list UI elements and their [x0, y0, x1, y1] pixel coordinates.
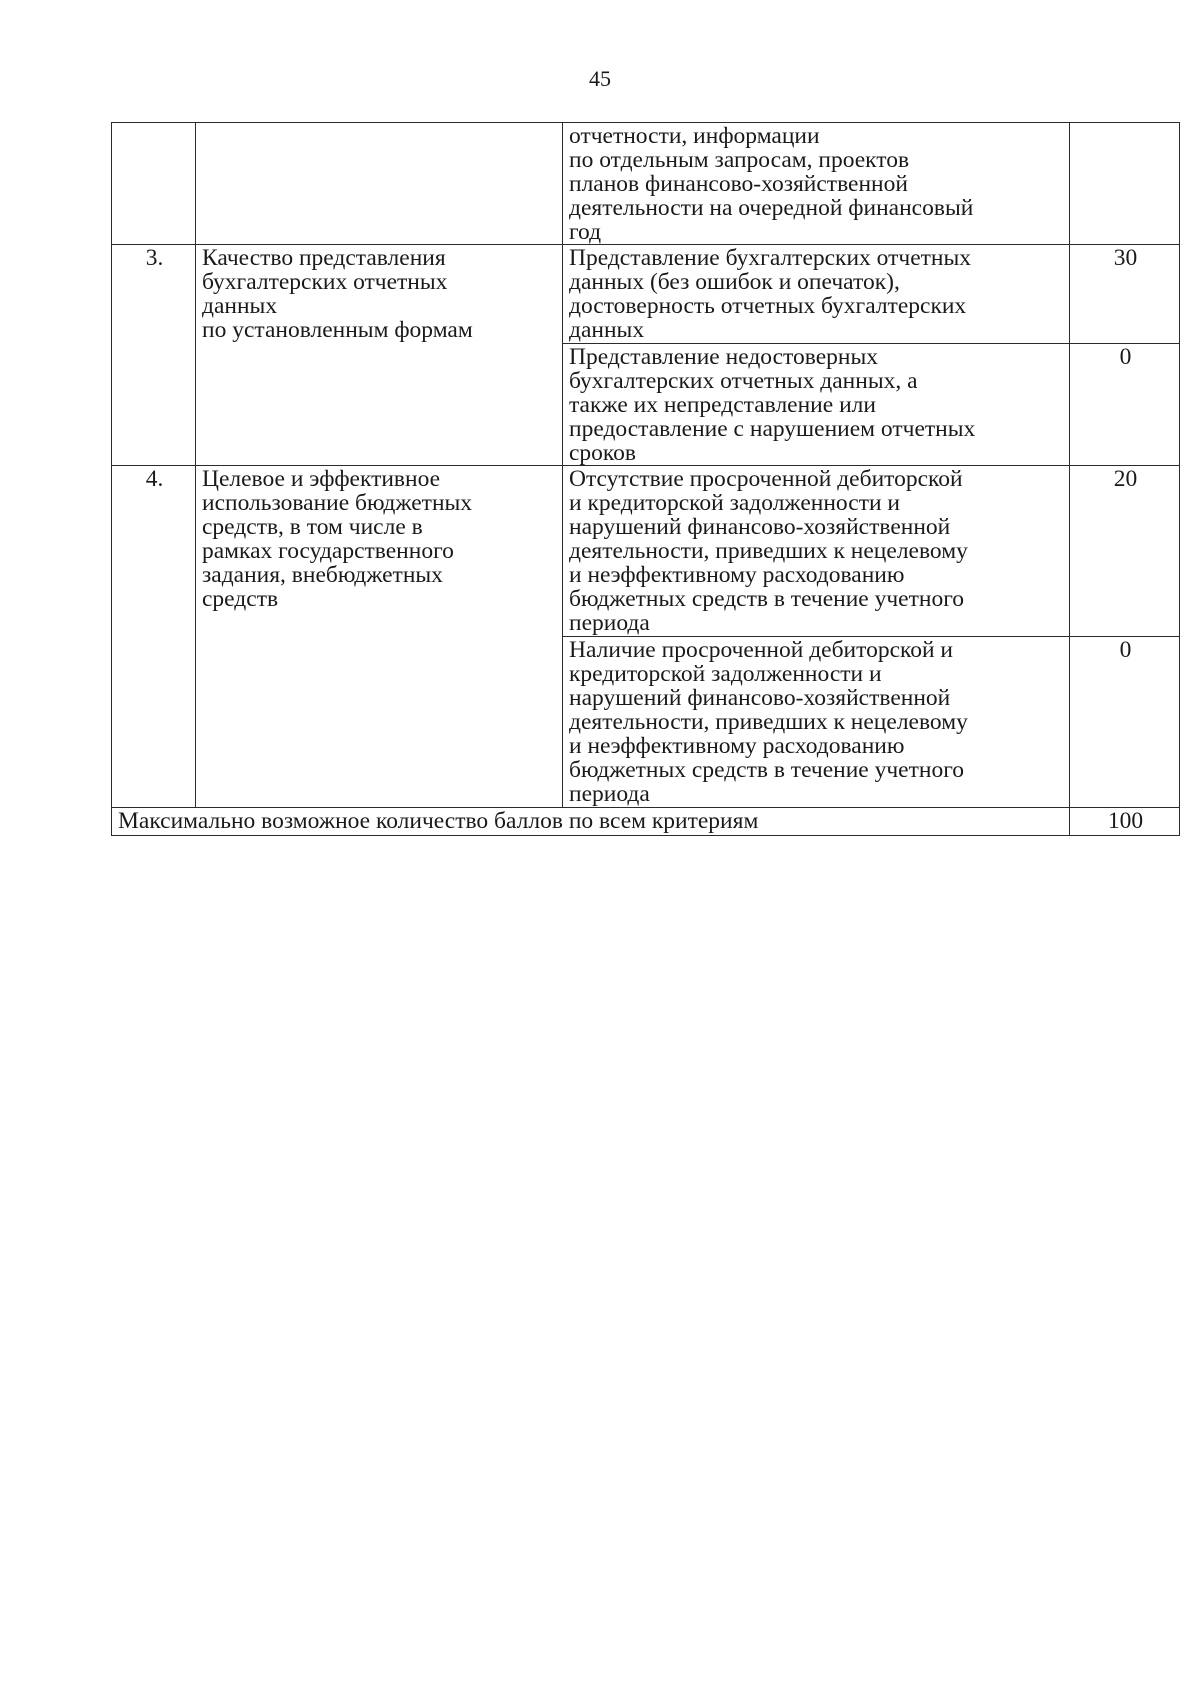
- criterion-text: Целевое и эффективное использование бюджетных средств, в том числе в рамках государственного задания, внебюджетных средств: [196, 466, 563, 808]
- number-cell: [112, 123, 196, 245]
- score-value: 30: [1070, 245, 1180, 344]
- table-row: [112, 466, 1180, 637]
- criterion-cell: [196, 123, 563, 245]
- condition-text: Отсутствие просроченной дебиторской и кредиторской задолженности и нарушений финансово-хозяйственной деятельности, приведших к нецелевому и неэффективному расходованию бюджетных средств в течение учетного периода: [563, 466, 1070, 637]
- total-row: [112, 808, 1180, 836]
- table-row: [112, 245, 1180, 344]
- criteria-table: [111, 122, 1180, 836]
- page-number: 45: [589, 66, 611, 91]
- table-row: [112, 123, 1180, 245]
- total-score: 100: [1070, 808, 1180, 836]
- score-value: 0: [1070, 344, 1180, 466]
- total-label: Максимально возможное количество баллов по всем критериям: [112, 808, 1070, 836]
- criterion-text: Качество представления бухгалтерских отчетных данных по установленным формам: [196, 245, 563, 466]
- score-cell: [1070, 123, 1180, 245]
- score-value: 0: [1070, 637, 1180, 808]
- score-value: 20: [1070, 466, 1180, 637]
- condition-cell: отчетности, информации по отдельным запросам, проектов планов финансово-хозяйственной деятельности на очередной финансовый год: [563, 123, 1070, 245]
- row-number: 3.: [112, 245, 196, 466]
- condition-text: Наличие просроченной дебиторской и кредиторской задолженности и нарушений финансово-хозяйственной деятельности, приведших к нецелевому и неэффективному расходованию бюджетных средств в течение учетного периода: [563, 637, 1070, 808]
- condition-text: Представление недостоверных бухгалтерских отчетных данных, а также их непредставление или предоставление с нарушением отчетных сроков: [563, 344, 1070, 466]
- row-number: 4.: [112, 466, 196, 808]
- condition-text: Представление бухгалтерских отчетных данных (без ошибок и опечаток), достоверность отчетных бухгалтерских данных: [563, 245, 1070, 344]
